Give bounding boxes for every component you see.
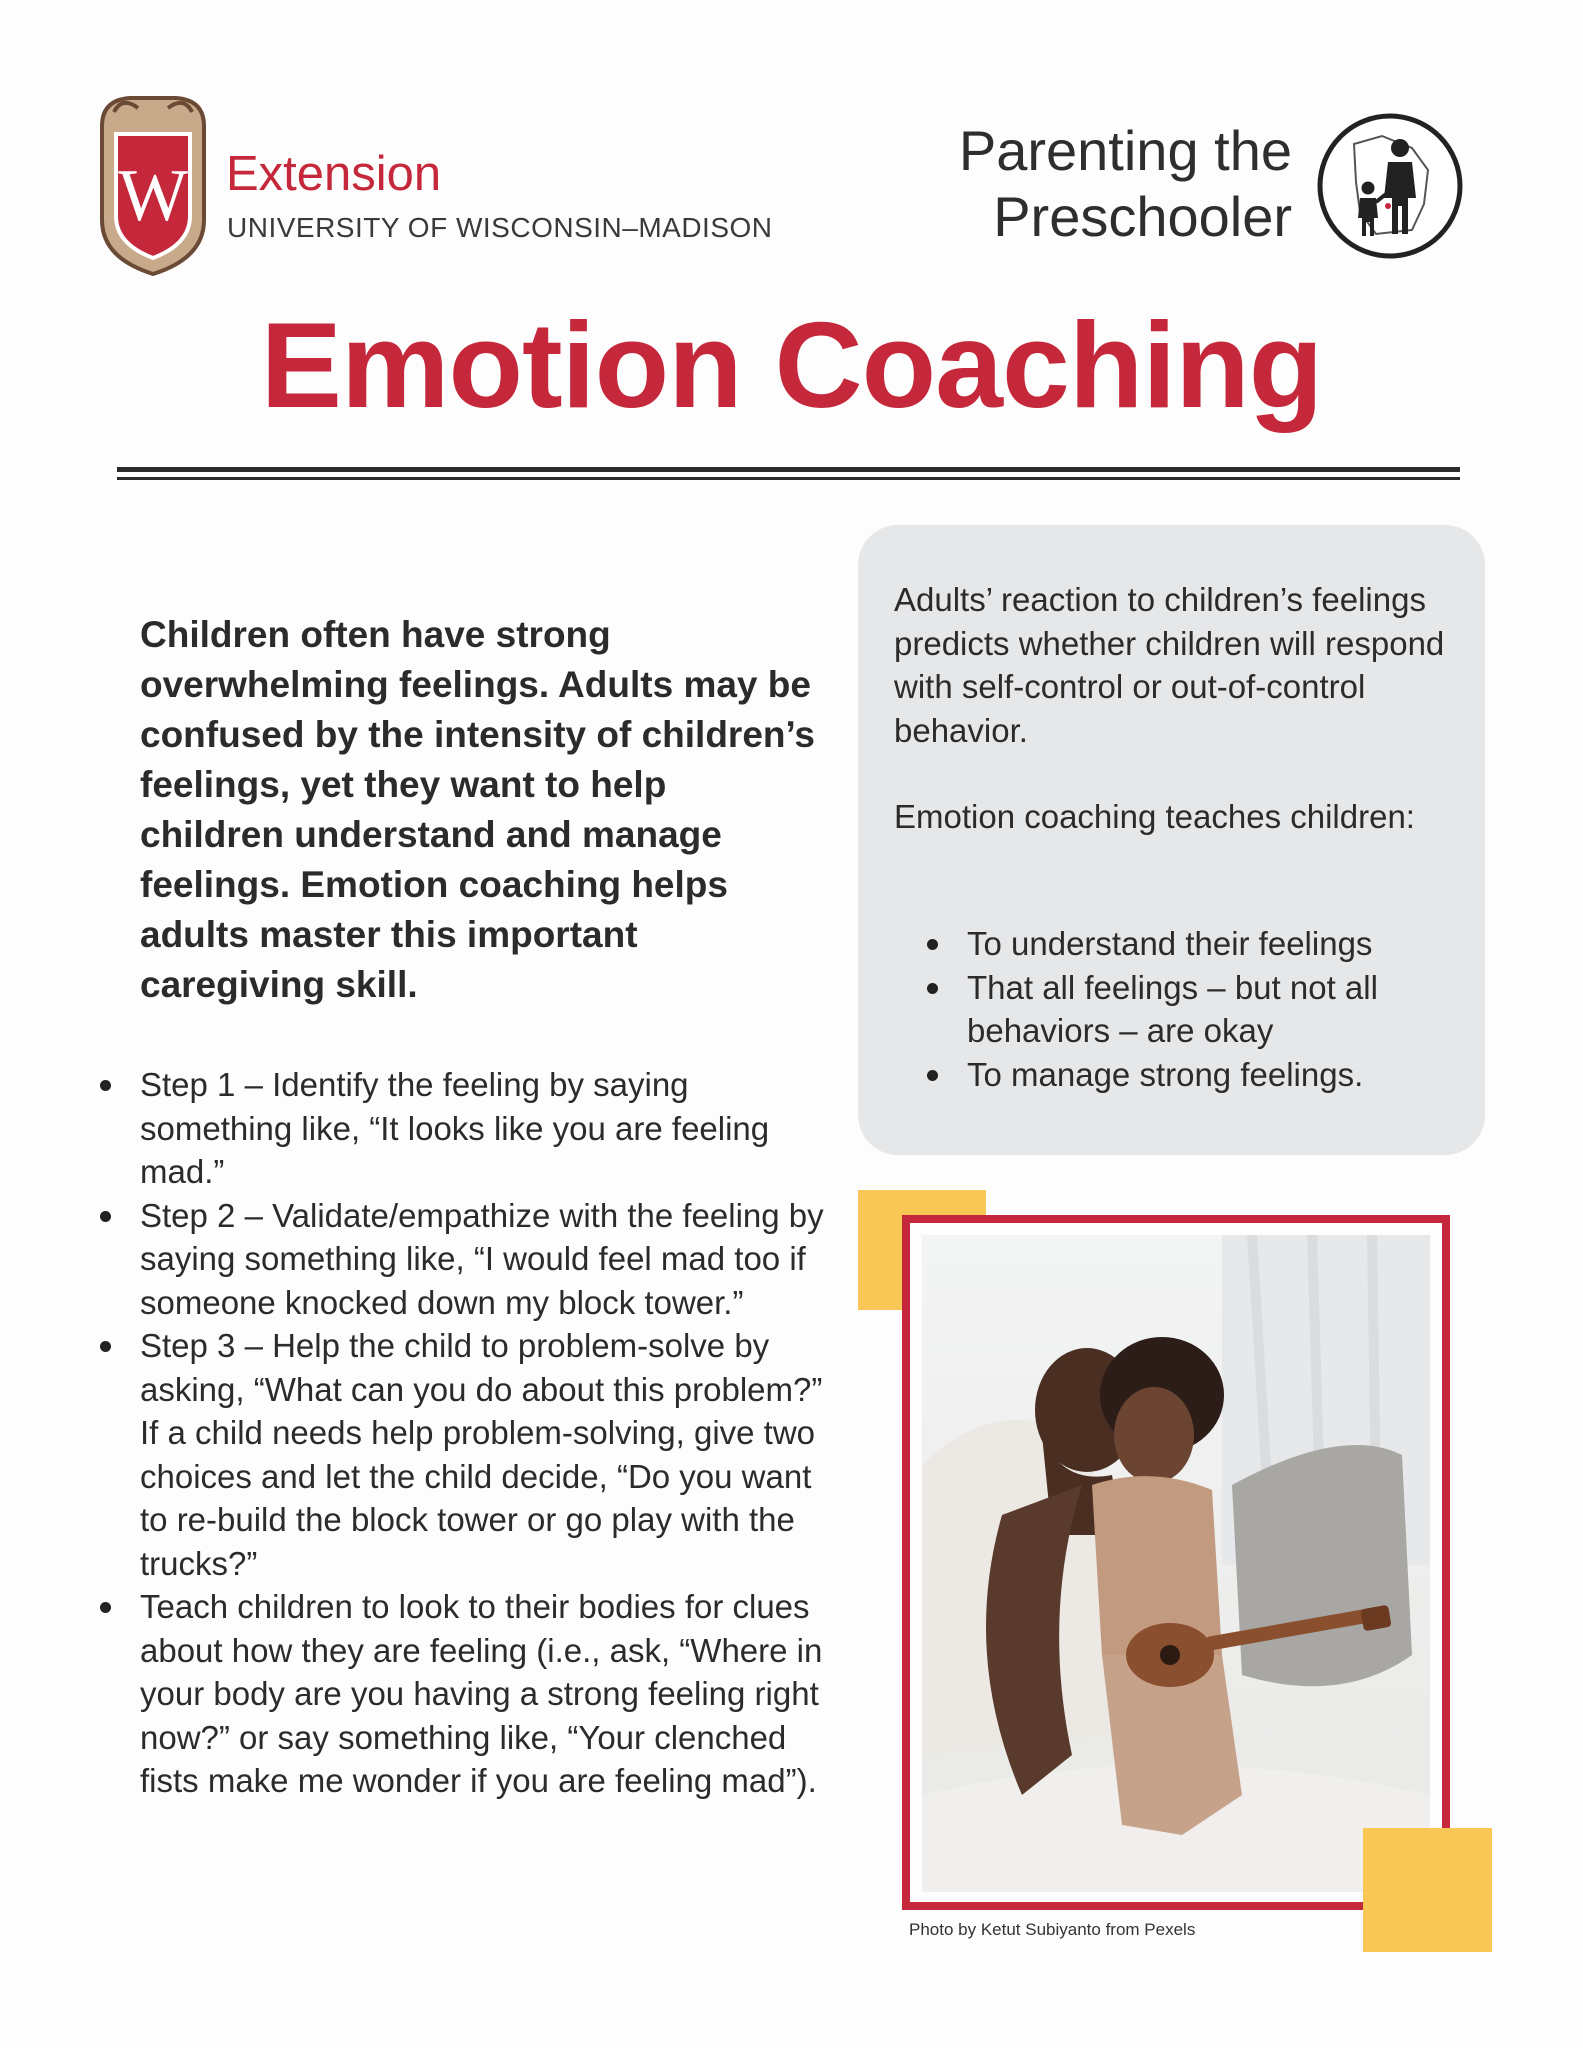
- decor-square-bottom: [1363, 1828, 1492, 1952]
- program-title: [900, 118, 1292, 250]
- uw-crest-logo: [92, 92, 214, 278]
- step-item: Teach children to look to their bodies for clues about how they are feeling (i.e., ask, “Where in your body are you having a strong feeling right now?” or say something like, “Your clenched fists make me wonder if you are feeling mad”).: [95, 1585, 835, 1803]
- program-title-line1: Parenting the: [958, 119, 1292, 182]
- page-title: Emotion Coaching: [260, 297, 1323, 433]
- info-list-item: To understand their feelings: [894, 922, 1474, 966]
- intro-paragraph: Children often have strong overwhelming feelings. Adults may be confused by the intensity of children’s feelings, yet they want to help children understand and manage feelings. Emotion coaching helps adults master this important caregiving skill.: [140, 614, 815, 1005]
- steps-list: [95, 1063, 835, 1803]
- university-name: UNIVERSITY OF WISCONSIN–MADISON: [227, 212, 773, 243]
- info-list-item: That all feelings – but not all behaviors – are okay: [894, 966, 1474, 1053]
- father-daughter-ukulele-photo: [922, 1235, 1430, 1892]
- program-title-line2: Preschooler: [993, 185, 1292, 248]
- step-item: Step 2 – Validate/empathize with the feeling by saying something like, “I would feel mad too if someone knocked down my block tower.”: [95, 1194, 835, 1325]
- info-list: [894, 922, 1474, 1096]
- title-divider-secondary: [117, 477, 1460, 480]
- photo-credit: Photo by Ketut Subiyanto from Pexels: [909, 1920, 1196, 1939]
- title-divider: [117, 467, 1460, 472]
- parent-child-wisconsin-icon: [1316, 112, 1464, 260]
- extension-wordmark: Extension: [226, 147, 442, 201]
- info-paragraph-lead: Emotion coaching teaches children:: [894, 798, 1415, 835]
- crest-letter: W: [118, 155, 188, 237]
- step-item: Step 3 – Help the child to problem-solve by asking, “What can you do about this problem?” If a child needs help problem-solving, give two choices and let the child decide, “Do you want to re-build the block tower or go play with the trucks?”: [95, 1324, 835, 1585]
- info-list-item: To manage strong feelings.: [894, 1053, 1474, 1097]
- info-paragraph: Adults’ reaction to children’s feelings predicts whether children will respond with self-control or out-of-control behavior.: [894, 581, 1445, 749]
- step-item: Step 1 – Identify the feeling by saying something like, “It looks like you are feeling mad.”: [95, 1063, 835, 1194]
